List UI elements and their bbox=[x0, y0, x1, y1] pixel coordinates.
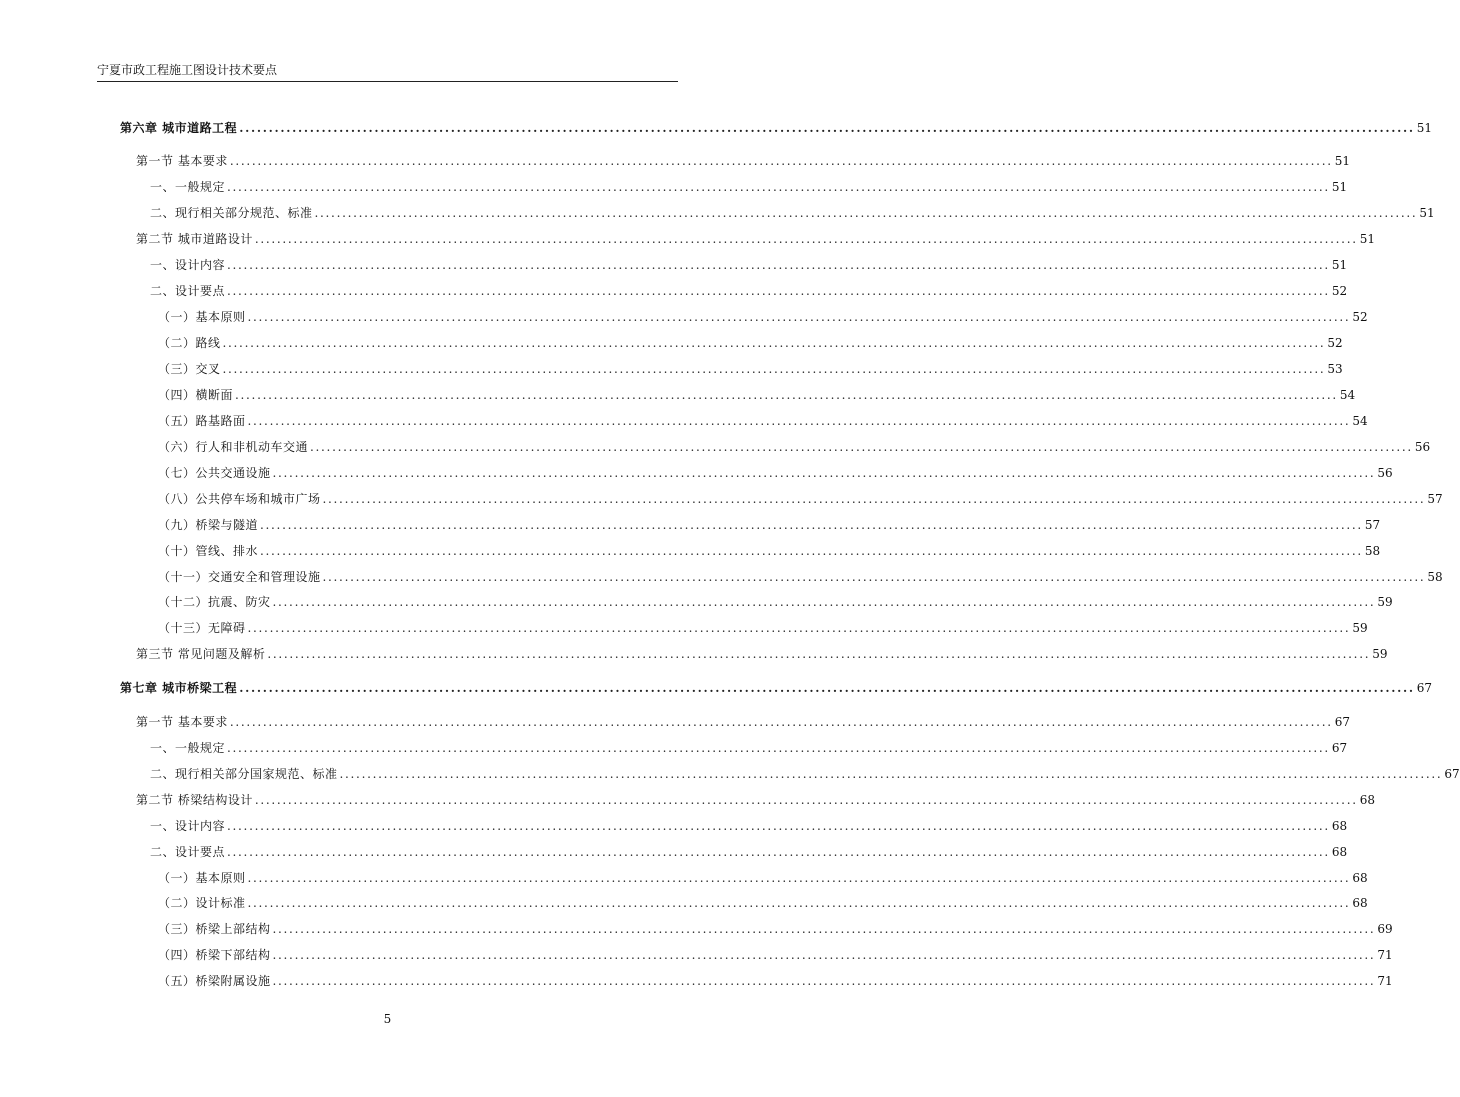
toc-leader-dots: ........................................................................................................................................................................................................ bbox=[227, 741, 1330, 755]
toc-entry-title: （二）路线 bbox=[158, 336, 221, 350]
toc-subsection[interactable] bbox=[150, 179, 1348, 195]
toc-page-number: 58 bbox=[1427, 570, 1443, 584]
toc-page-number: 52 bbox=[1352, 310, 1368, 324]
toc-subsection[interactable] bbox=[150, 818, 1348, 834]
toc-page-number: 59 bbox=[1377, 595, 1393, 609]
toc-page-number: 52 bbox=[1327, 336, 1343, 350]
toc-page-number: 51 bbox=[1416, 121, 1433, 135]
toc-section[interactable] bbox=[136, 792, 1375, 808]
toc-leader-dots: ........................................................................................................................................................................................................ bbox=[272, 974, 1376, 988]
page-number: 5 bbox=[383, 1012, 392, 1026]
toc-entry-title: 第一节 基本要求 bbox=[136, 154, 228, 168]
toc-leader-dots: ........................................................................................................................................................................................................ bbox=[227, 258, 1330, 272]
toc-leader-dots: ........................................................................................................................................................................................................ bbox=[260, 518, 1363, 532]
toc-page-number: 52 bbox=[1331, 284, 1348, 298]
toc-leader-dots: ........................................................................................................................................................................................................ bbox=[229, 715, 1333, 729]
toc-leader-dots: ........................................................................................................................................................................................................ bbox=[247, 871, 1351, 885]
toc-leader-dots: ........................................................................................................................................................................................................ bbox=[254, 793, 1358, 807]
toc-leader-dots: ........................................................................................................................................................................................................ bbox=[235, 388, 1338, 402]
toc-item[interactable] bbox=[158, 335, 1343, 351]
toc-page-number: 68 bbox=[1352, 896, 1368, 910]
toc-page-number: 71 bbox=[1377, 948, 1393, 962]
toc-page-number: 71 bbox=[1377, 974, 1393, 988]
toc-leader-dots: ........................................................................................................................................................................................................ bbox=[222, 336, 1326, 350]
toc-entry-title: （六）行人和非机动车交通 bbox=[158, 440, 309, 454]
toc-entry-title: 第一节 基本要求 bbox=[136, 715, 228, 729]
toc-page-number: 67 bbox=[1416, 681, 1433, 695]
toc-leader-dots: ........................................................................................................................................................................................................ bbox=[339, 767, 1443, 781]
toc-leader-dots: ........................................................................................................................................................................................................ bbox=[272, 595, 1376, 609]
toc-entry-title: 第七章 城市桥梁工程 bbox=[120, 681, 238, 695]
toc-page-number: 59 bbox=[1352, 621, 1368, 635]
toc-section[interactable] bbox=[136, 646, 1388, 662]
toc-leader-dots: ........................................................................................................................................................................................................ bbox=[272, 948, 1376, 962]
toc-subsection[interactable] bbox=[150, 766, 1460, 782]
toc-page-number: 68 bbox=[1352, 871, 1368, 885]
toc-item[interactable] bbox=[158, 387, 1356, 403]
toc-entry-title: 二、设计要点 bbox=[150, 845, 226, 859]
toc-entry-title: （十二）抗震、防灾 bbox=[158, 595, 271, 609]
toc-subsection[interactable] bbox=[150, 257, 1348, 273]
toc-page-number: 53 bbox=[1327, 362, 1343, 376]
toc-entry-title: 第二节 桥梁结构设计 bbox=[136, 793, 253, 807]
toc-page-number: 54 bbox=[1352, 414, 1368, 428]
toc-page-number: 51 bbox=[1419, 206, 1435, 220]
toc-subsection[interactable] bbox=[150, 740, 1348, 756]
toc-entry-title: （九）桥梁与隧道 bbox=[158, 518, 259, 532]
toc-leader-dots: ........................................................................................................................................................................................................ bbox=[227, 845, 1330, 859]
toc-subsection[interactable] bbox=[150, 844, 1348, 860]
toc-item[interactable] bbox=[158, 491, 1443, 507]
toc-page-number: 67 bbox=[1444, 767, 1460, 781]
toc-entry-title: （一）基本原则 bbox=[158, 310, 246, 324]
toc-entry-title: （五）桥梁附属设施 bbox=[158, 974, 271, 988]
toc-leader-dots: ........................................................................................................................................................................................................ bbox=[239, 681, 1415, 695]
toc-entry-title: 第三节 常见问题及解析 bbox=[136, 647, 266, 661]
running-header: 宁夏市政工程施工图设计技术要点 bbox=[97, 63, 278, 77]
toc-entry-title: 二、现行相关部分规范、标准 bbox=[150, 206, 313, 220]
toc-page-number: 51 bbox=[1359, 232, 1375, 246]
toc-entry-title: （十）管线、排水 bbox=[158, 544, 259, 558]
toc-item[interactable] bbox=[158, 413, 1368, 429]
toc-entry-title: （一）基本原则 bbox=[158, 871, 246, 885]
toc-entry-title: （八）公共停车场和城市广场 bbox=[158, 492, 321, 506]
toc-entry-title: （十一）交通安全和管理设施 bbox=[158, 570, 321, 584]
toc-leader-dots: ........................................................................................................................................................................................................ bbox=[239, 121, 1415, 135]
toc-page-number: 69 bbox=[1377, 922, 1393, 936]
toc-item[interactable] bbox=[158, 620, 1368, 636]
toc-leader-dots: ........................................................................................................................................................................................................ bbox=[267, 647, 1371, 661]
toc-entry-title: （三）交叉 bbox=[158, 362, 221, 376]
toc-page-number: 56 bbox=[1377, 466, 1393, 480]
toc-entry-title: 第二节 城市道路设计 bbox=[136, 232, 253, 246]
toc-page-number: 58 bbox=[1364, 544, 1381, 558]
toc-subsection[interactable] bbox=[150, 205, 1435, 221]
toc-page-number: 51 bbox=[1331, 258, 1348, 272]
toc-leader-dots: ........................................................................................................................................................................................................ bbox=[314, 206, 1418, 220]
toc-subsection[interactable] bbox=[150, 283, 1348, 299]
toc-leader-dots: ........................................................................................................................................................................................................ bbox=[247, 414, 1351, 428]
toc-leader-dots: ........................................................................................................................................................................................................ bbox=[229, 154, 1333, 168]
toc-page-number: 67 bbox=[1334, 715, 1350, 729]
toc-page-number: 51 bbox=[1334, 154, 1350, 168]
toc-item[interactable] bbox=[158, 947, 1393, 963]
toc-entry-title: 二、设计要点 bbox=[150, 284, 226, 298]
toc-leader-dots: ........................................................................................................................................................................................................ bbox=[247, 621, 1351, 635]
toc-page-number: 68 bbox=[1331, 845, 1348, 859]
toc-item[interactable] bbox=[158, 543, 1381, 559]
toc-entry-title: 一、设计内容 bbox=[150, 819, 226, 833]
toc-item[interactable] bbox=[158, 973, 1393, 989]
toc-page-number: 54 bbox=[1339, 388, 1356, 402]
toc-entry-title: （四）横断面 bbox=[158, 388, 234, 402]
toc-entry-title: （十三）无障碍 bbox=[158, 621, 246, 635]
toc-entry-title: （五）路基路面 bbox=[158, 414, 246, 428]
toc-leader-dots: ........................................................................................................................................................................................................ bbox=[254, 232, 1358, 246]
toc-page-number: 68 bbox=[1331, 819, 1348, 833]
toc-entry-title: 一、设计内容 bbox=[150, 258, 226, 272]
toc-item[interactable] bbox=[158, 870, 1368, 886]
toc-section[interactable] bbox=[136, 231, 1375, 247]
toc-leader-dots: ........................................................................................................................................................................................................ bbox=[322, 570, 1426, 584]
toc-page-number: 67 bbox=[1331, 741, 1348, 755]
toc-page-number: 51 bbox=[1331, 180, 1348, 194]
toc-page-number: 57 bbox=[1427, 492, 1443, 506]
toc-chapter[interactable] bbox=[120, 680, 1433, 696]
toc-entry-title: 第六章 城市道路工程 bbox=[120, 121, 238, 135]
toc-page-number: 56 bbox=[1414, 440, 1431, 454]
toc-chapter[interactable] bbox=[120, 120, 1433, 136]
toc-item[interactable] bbox=[158, 465, 1393, 481]
toc-entry-title: （四）桥梁下部结构 bbox=[158, 948, 271, 962]
toc-leader-dots: ........................................................................................................................................................................................................ bbox=[272, 466, 1376, 480]
toc-leader-dots: ........................................................................................................................................................................................................ bbox=[272, 922, 1376, 936]
toc-item[interactable] bbox=[158, 361, 1343, 377]
toc-entry-title: （七）公共交通设施 bbox=[158, 466, 271, 480]
toc-leader-dots: ........................................................................................................................................................................................................ bbox=[222, 362, 1326, 376]
toc-page-number: 57 bbox=[1364, 518, 1381, 532]
toc-entry-title: 一、一般规定 bbox=[150, 180, 226, 194]
toc-leader-dots: ........................................................................................................................................................................................................ bbox=[247, 310, 1351, 324]
toc-leader-dots: ........................................................................................................................................................................................................ bbox=[227, 819, 1330, 833]
toc-leader-dots: ........................................................................................................................................................................................................ bbox=[247, 896, 1351, 910]
toc-leader-dots: ........................................................................................................................................................................................................ bbox=[310, 440, 1413, 454]
toc-page-number: 68 bbox=[1359, 793, 1375, 807]
toc-section[interactable] bbox=[136, 153, 1350, 169]
toc-item[interactable] bbox=[158, 439, 1431, 455]
toc-leader-dots: ........................................................................................................................................................................................................ bbox=[322, 492, 1426, 506]
toc-item[interactable] bbox=[158, 921, 1393, 937]
toc-item[interactable] bbox=[158, 309, 1368, 325]
toc-entry-title: 二、现行相关部分国家规范、标准 bbox=[150, 767, 338, 781]
toc-leader-dots: ........................................................................................................................................................................................................ bbox=[260, 544, 1363, 558]
toc-leader-dots: ........................................................................................................................................................................................................ bbox=[227, 180, 1330, 194]
toc-item[interactable] bbox=[158, 569, 1443, 585]
toc-entry-title: 一、一般规定 bbox=[150, 741, 226, 755]
toc-item[interactable] bbox=[158, 517, 1381, 533]
toc-leader-dots: ........................................................................................................................................................................................................ bbox=[227, 284, 1330, 298]
toc-section[interactable] bbox=[136, 714, 1350, 730]
toc-page-number: 59 bbox=[1372, 647, 1388, 661]
toc-item[interactable] bbox=[158, 895, 1368, 911]
toc-item[interactable] bbox=[158, 594, 1393, 610]
toc-entry-title: （三）桥梁上部结构 bbox=[158, 922, 271, 936]
toc-entry-title: （二）设计标准 bbox=[158, 896, 246, 910]
